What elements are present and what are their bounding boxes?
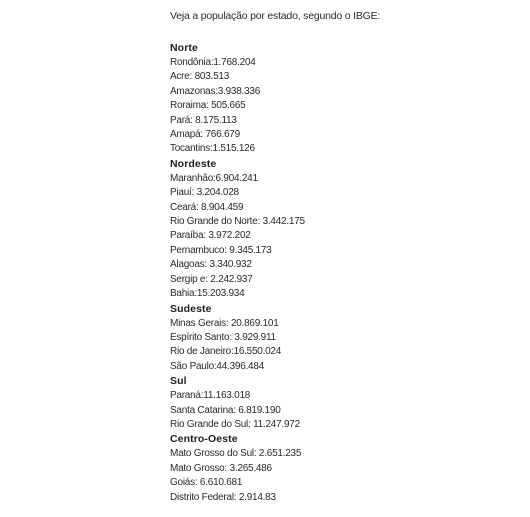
state-population-item: Alagoas: 3.340.932 [170, 259, 252, 271]
state-population-item: Roraima: 505.665 [170, 100, 246, 112]
state-population-item: Paraíba: 3.972.202 [170, 230, 251, 242]
state-list [170, 172, 510, 302]
regions-container [170, 41, 510, 505]
state-population-item: Acre: 803.513 [170, 71, 230, 83]
region-heading: Sul [170, 375, 187, 388]
state-population-item: Amapá: 766.679 [170, 129, 240, 141]
state-population-item: São Paulo:44.396.484 [170, 360, 264, 372]
state-list [170, 317, 510, 375]
state-population-item: Maranhão:6.904.241 [170, 172, 258, 184]
region-section [170, 302, 510, 375]
state-list [170, 447, 510, 505]
state-population-item: Amazonas:3.938.336 [170, 85, 261, 97]
state-population-item: Pernambuco: 9.345.173 [170, 244, 272, 256]
document [170, 9, 510, 505]
region-heading: Norte [170, 42, 198, 54]
state-population-item: Bahia:15.203.934 [170, 288, 245, 300]
state-population-item: Sergip e: 2.242.937 [170, 273, 253, 285]
state-list [170, 389, 510, 432]
region-section [170, 157, 510, 302]
region-heading: Nordeste [170, 157, 217, 170]
state-population-item: Rio de Janeiro:16.550.024 [170, 346, 282, 358]
state-population-item: Tocantins:1.515.126 [170, 143, 255, 155]
state-population-item: Mato Grosso: 3.265.486 [170, 462, 272, 474]
state-population-item: Rio Grande do Norte: 3.442.175 [170, 216, 305, 228]
state-population-item: Espírito Santo: 3.929.911 [170, 331, 276, 343]
state-population-item: Piauí: 3.204.028 [170, 187, 239, 199]
intro-text: Veja a população por estado, segundo o IBGE: [170, 10, 381, 22]
state-population-item: Distrito Federal: 2.914.83 [170, 491, 276, 503]
state-list [170, 56, 510, 157]
state-population-item: Goiás: 6.610.681 [170, 477, 243, 489]
region-heading: Sudeste [170, 302, 212, 315]
state-population-item: Rio Grande do Sul: 11.247.972 [170, 418, 300, 430]
state-population-item: Ceará: 8.904.459 [170, 201, 244, 213]
state-population-item: Paraná:11.163.018 [170, 390, 251, 402]
state-population-item: Pará: 8.175.113 [170, 114, 237, 126]
state-population-item: Minas Gerais: 20.869.101 [170, 317, 279, 329]
state-population-item: Santa Catarina: 6.819.190 [170, 404, 281, 416]
region-section [170, 432, 510, 505]
region-section [170, 41, 510, 157]
region-heading: Centro-Oeste [170, 433, 238, 446]
state-population-item: Mato Grosso do Sul: 2.651.235 [170, 448, 302, 460]
region-section [170, 374, 510, 432]
state-population-item: Rondônia:1.768.204 [170, 57, 256, 68]
